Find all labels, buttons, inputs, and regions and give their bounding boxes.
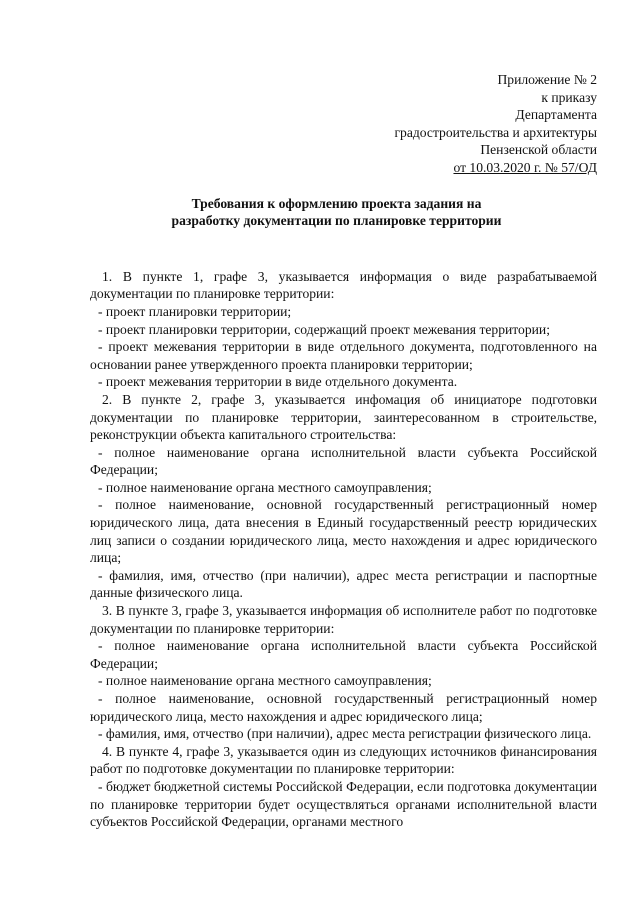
list-item: - полное наименование, основной государственный регистрационный номер юридического лица, дата внесения в Единый государственный реестр юридических лиц записи о создании юридического лица, место нахождения и адрес юридического лица; — [90, 497, 597, 566]
header-line-department-name: градостроительства и архитектуры — [394, 124, 597, 140]
list-item: - полное наименование органа исполнительной власти субъекта Российской Федерации; — [90, 638, 597, 671]
paragraph-2: 2. В пункте 2, графе 3, указывается инфомация об инициаторе подготовки документации по планировке территории, заинтересованном в строительстве, реконструкции объекта капитального строительства: — [90, 391, 597, 443]
list-item: - фамилия, имя, отчество (при наличии), адрес места регистрации и паспортные данные физического лица. — [90, 567, 597, 601]
list-item: - проект планировки территории, содержащий проект межевания территории; — [98, 321, 550, 337]
header-line-department: Департамента — [515, 107, 597, 123]
list-item: - проект межевания территории в виде отдельного документа. — [98, 374, 458, 390]
document-body — [90, 268, 597, 831]
header-line-date-number: от 10.03.2020 г. № 57/ОД — [453, 159, 597, 175]
document-title-line-1: Требования к оформлению проекта задания на — [191, 195, 482, 211]
list-item: - проект планировки территории; — [98, 303, 292, 319]
list-item: - полное наименование органа местного самоуправления; — [98, 479, 432, 495]
header-line-region: Пензенской области — [480, 142, 597, 158]
list-item: - полное наименование, основной государственный регистрационный номер юридического лица, место нахождения и адрес юридического лица; — [90, 691, 597, 724]
document-title — [90, 195, 583, 230]
paragraph-4: 4. В пункте 4, графе 3, указывается один из следующих источников финансирования работ по подготовке документации по планировке территории: — [90, 743, 597, 777]
paragraph-1: 1. В пункте 1, графе 3, указывается информация о виде разрабатываемой документации по планировке территории: — [90, 268, 597, 302]
document-title-line-2: разработку документации по планировке территории — [171, 213, 502, 229]
list-item: - бюджет бюджетной системы Российской Федерации, если подготовка документации по планировке территории будет осуществляться органами исполнительной власти субъектов Российской Федерации, органами местного — [90, 778, 597, 830]
list-item: - полное наименование органа исполнительной власти субъекта Российской Федерации; — [90, 444, 597, 478]
header-line-order: к приказу — [541, 89, 597, 105]
header-line-appendix: Приложение № 2 — [497, 72, 597, 87]
list-item: - фамилия, имя, отчество (при наличии), адрес места регистрации физического лица. — [98, 726, 592, 742]
paragraph-3: 3. В пункте 3, графе 3, указывается информация об исполнителе работ по подготовке документации по планировке территории: — [90, 603, 597, 636]
appendix-header — [90, 71, 597, 177]
list-item: - полное наименование органа местного самоуправления; — [98, 673, 432, 689]
list-item: - проект межевания территории в виде отдельного документа, подготовленного на основании ранее утвержденного проекта планировки территории; — [90, 339, 597, 372]
